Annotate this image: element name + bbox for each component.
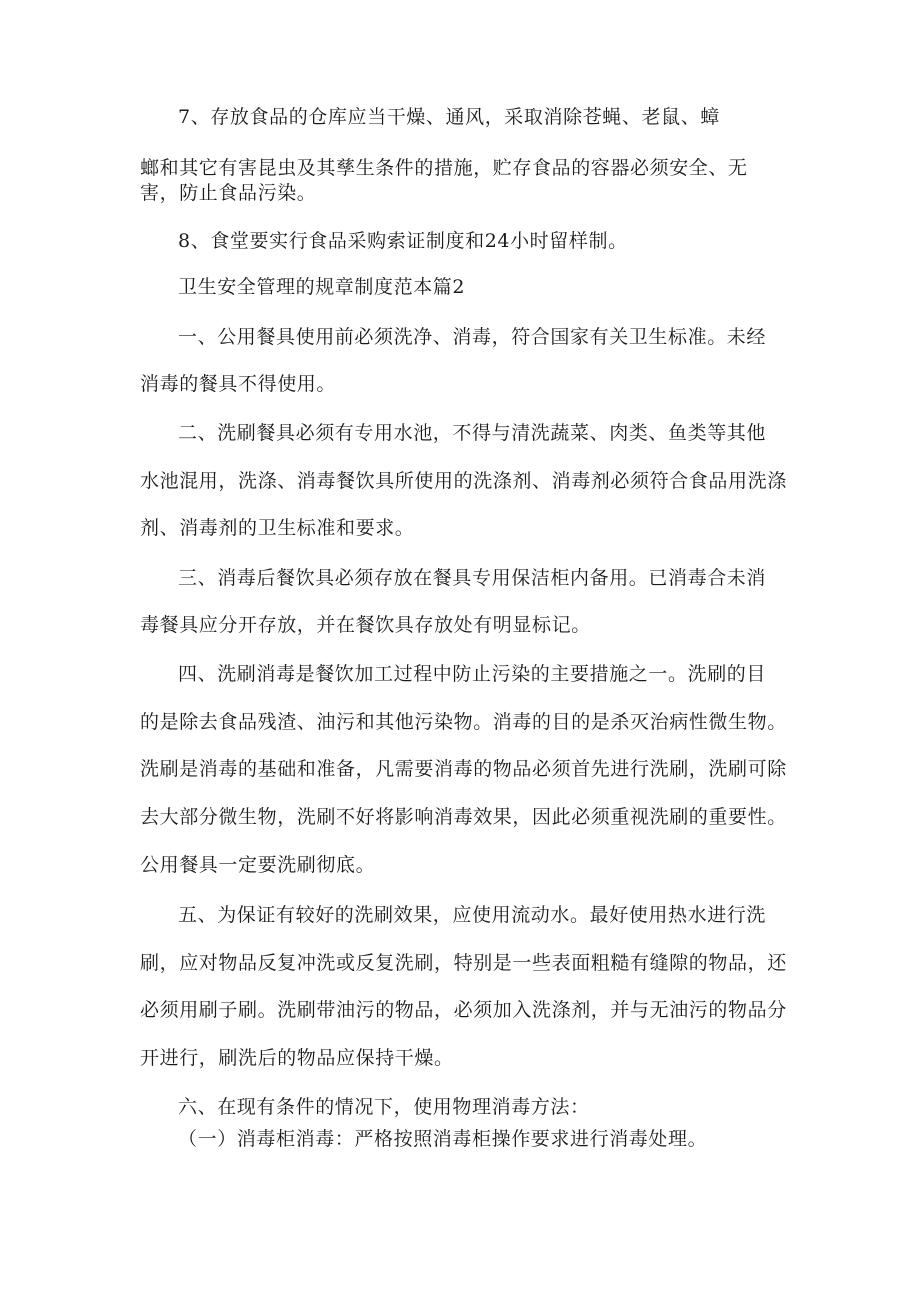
text-line: 一、公用餐具使用前必须洗净、消毒，符合国家有关卫生标准。未经 <box>178 326 767 348</box>
text-line: 水池混用，洗涤、消毒餐饮具所使用的洗涤剂、消毒剂必须符合食品用洗涤 <box>140 470 787 492</box>
text-line: 毒餐具应分开存放，并在餐饮具存放处有明显标记。 <box>140 614 591 636</box>
text-line: 害，防止食品污染。 <box>140 182 317 204</box>
text-line: 五、为保证有较好的洗刷效果，应使用流动水。最好使用热水进行洗 <box>178 904 767 926</box>
text-line: 二、洗刷餐具必须有专用水池，不得与清洗蔬菜、肉类、鱼类等其他 <box>178 422 767 444</box>
text-line: 8、食堂要实行食品采购索证制度和24小时留样制。 <box>178 230 628 252</box>
text-line: （一）消毒柜消毒：严格按照消毒柜操作要求进行消毒处理。 <box>178 1128 708 1150</box>
text-line: 三、消毒后餐饮具必须存放在餐具专用保洁柜内备用。已消毒合未消 <box>178 567 767 589</box>
section-title: 卫生安全管理的规章制度范本篇2 <box>178 276 466 298</box>
text-line: 四、洗刷消毒是餐饮加工过程中防止污染的主要措施之一。洗刷的目 <box>178 663 767 685</box>
text-line: 螂和其它有害昆虫及其孳生条件的措施，贮存食品的容器必须安全、无 <box>140 157 748 179</box>
text-line: 六、在现有条件的情况下，使用物理消毒方法： <box>178 1096 590 1118</box>
text-line: 洗刷是消毒的基础和准备，凡需要消毒的物品必须首先进行洗刷，洗刷可除 <box>140 758 787 780</box>
text-line: 的是除去食品残渣、油污和其他污染物。消毒的目的是杀灭治病性微生物。 <box>140 711 787 733</box>
text-line: 剂、消毒剂的卫生标准和要求。 <box>140 517 415 539</box>
text-line: 去大部分微生物，洗刷不好将影响消毒效果，因此必须重视洗刷的重要性。 <box>140 806 787 828</box>
text-line: 公用餐具一定要洗刷彻底。 <box>140 854 376 876</box>
text-line: 开进行，刷洗后的物品应保持干燥。 <box>140 1047 454 1069</box>
text-line: 刷，应对物品反复冲洗或反复洗刷，特别是一些表面粗糙有缝隙的物品，还 <box>140 952 787 974</box>
text-line: 消毒的餐具不得使用。 <box>140 373 337 395</box>
text-line: 必须用刷子刷。洗刷带油污的物品，必须加入洗涤剂，并与无油污的物品分 <box>140 999 787 1021</box>
text-line: 7、存放食品的仓库应当干燥、通风，采取消除苍蝇、老鼠、蟑 <box>178 106 720 128</box>
